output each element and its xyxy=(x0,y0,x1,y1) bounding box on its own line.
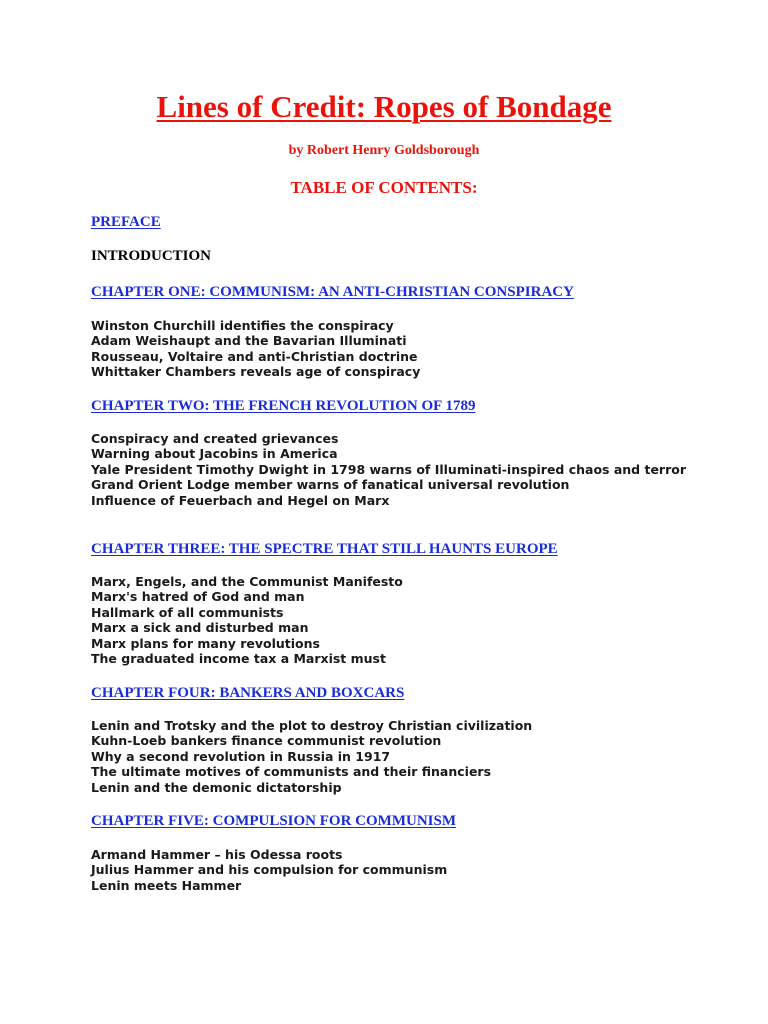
list-item: Lenin and the demonic dictatorship xyxy=(91,779,342,795)
chapter-one-topics xyxy=(91,318,691,380)
document-title: Lines of Credit: Ropes of Bondage xyxy=(156,89,612,124)
list-item: Lenin meets Hammer xyxy=(91,877,242,893)
list-item: Whittaker Chambers reveals age of conspiracy xyxy=(91,364,421,380)
list-item: Grand Orient Lodge member warns of fanatical universal revolution xyxy=(91,477,570,493)
list-item: The graduated income tax a Marxist must xyxy=(91,651,386,667)
list-item: Hallmark of all communists xyxy=(91,604,284,620)
list-item: Warning about Jacobins in America xyxy=(91,446,338,462)
list-item: Lenin and Trotsky and the plot to destroy Christian civilization xyxy=(91,718,533,733)
chapter-two-topics xyxy=(91,431,691,508)
list-item: Marx a sick and disturbed man xyxy=(91,620,309,636)
list-item: Armand Hammer – his Odessa roots xyxy=(91,847,343,862)
list-item: Conspiracy and created grievances xyxy=(91,431,339,446)
chapter-five-topics xyxy=(91,847,691,893)
toc-heading: TABLE OF CONTENTS: xyxy=(290,178,478,197)
list-item: Marx, Engels, and the Communist Manifesto xyxy=(91,574,403,589)
list-item: Julius Hammer and his compulsion for communism xyxy=(91,862,448,878)
chapter-three-topics xyxy=(91,574,691,666)
chapter-four-link[interactable]: CHAPTER FOUR: BANKERS AND BOXCARS xyxy=(91,685,405,701)
introduction-heading: INTRODUCTION xyxy=(91,248,212,264)
chapter-one-link[interactable]: CHAPTER ONE: COMMUNISM: AN ANTI-CHRISTIAN CONSPIRACY xyxy=(91,284,574,300)
list-item: Influence of Feuerbach and Hegel on Marx xyxy=(91,492,390,508)
preface-link[interactable]: PREFACE xyxy=(91,214,161,230)
list-item: Winston Churchill identifies the conspiracy xyxy=(91,318,394,333)
chapter-two-link[interactable]: CHAPTER TWO: THE FRENCH REVOLUTION OF 1789 xyxy=(91,398,476,414)
author-byline: by Robert Henry Goldsborough xyxy=(288,143,480,158)
list-item: Kuhn-Loeb bankers finance communist revolution xyxy=(91,733,442,749)
list-item: The ultimate motives of communists and their financiers xyxy=(91,764,492,780)
list-item: Why a second revolution in Russia in 1917 xyxy=(91,748,391,764)
chapter-four-topics xyxy=(91,718,691,795)
list-item: Adam Weishaupt and the Bavarian Illuminati xyxy=(91,333,407,349)
list-item: Rousseau, Voltaire and anti-Christian doctrine xyxy=(91,348,418,364)
list-item: Yale President Timothy Dwight in 1798 warns of Illuminati-inspired chaos and terror xyxy=(91,461,687,477)
list-item: Marx plans for many revolutions xyxy=(91,635,320,651)
chapter-three-link[interactable]: CHAPTER THREE: THE SPECTRE THAT STILL HAUNTS EUROPE xyxy=(91,541,558,557)
chapter-five-link[interactable]: CHAPTER FIVE: COMPULSION FOR COMMUNISM xyxy=(91,813,456,829)
list-item: Marx's hatred of God and man xyxy=(91,589,305,605)
